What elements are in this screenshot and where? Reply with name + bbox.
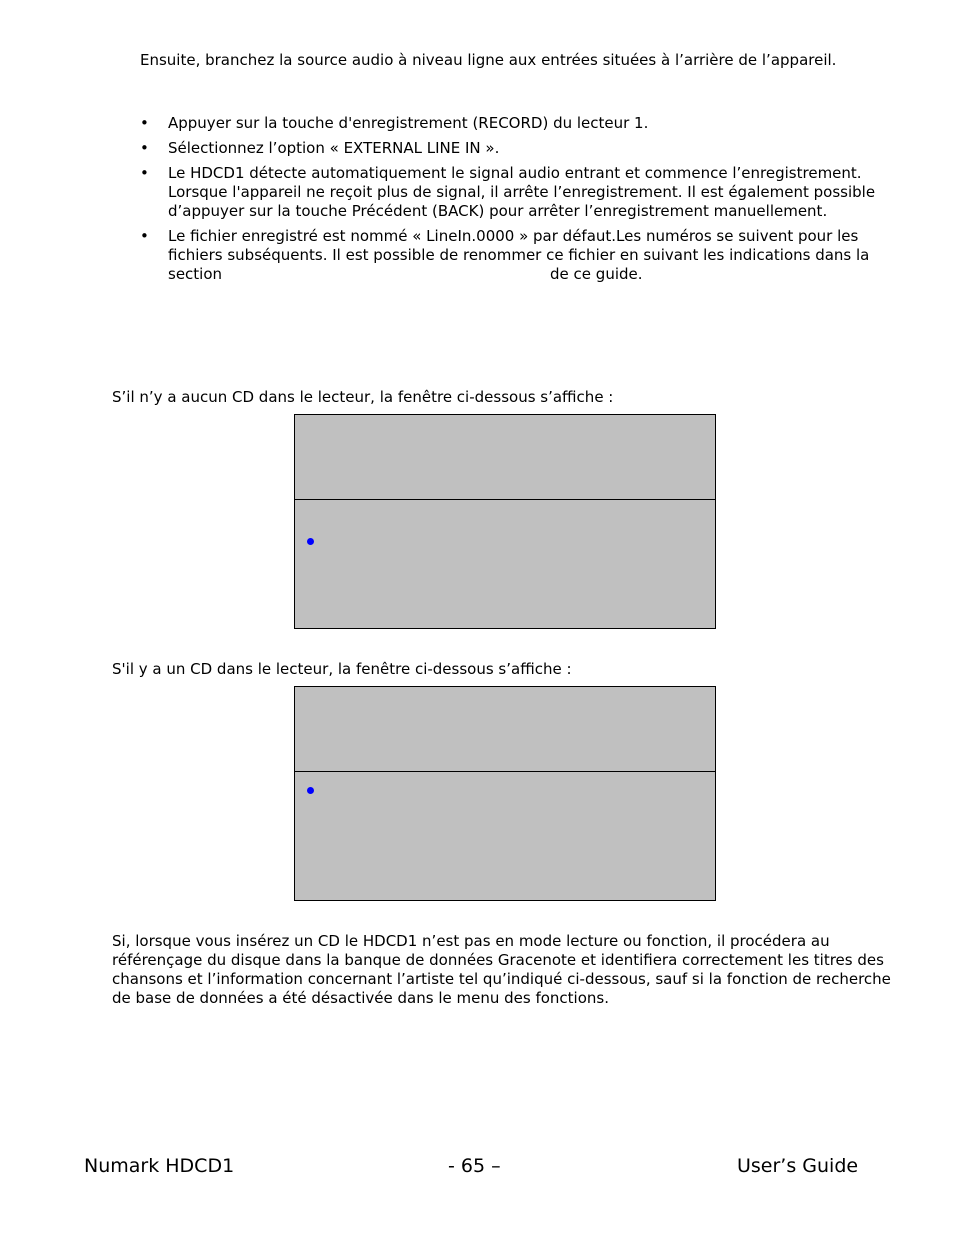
list-item: • Le fichier enregistré est nommé « LineIn.0000 » par défaut.Les numéros se suivent pour les fichiers subséquents. Il est possible de renommer ce fichier en suivant les indications dans la section de ce guide. xyxy=(140,227,870,283)
screen-header xyxy=(295,415,715,500)
selection-dot-icon xyxy=(307,787,314,794)
bullet-icon: • xyxy=(140,139,149,157)
bullet-icon: • xyxy=(140,114,149,132)
no-cd-caption: S’il n’y a aucun CD dans le lecteur, la fenêtre ci-dessous s’affiche : xyxy=(112,388,614,406)
screen-menu xyxy=(295,500,715,628)
footer-product: Numark HDCD1 xyxy=(84,1155,235,1177)
list-item: • Appuyer sur la touche d'enregistrement (RECORD) du lecteur 1. xyxy=(140,114,649,132)
screen-menu xyxy=(295,772,715,900)
no-cd-screen xyxy=(294,414,716,629)
bullet-icon: • xyxy=(140,164,149,182)
list-item: • Le HDCD1 détecte automatiquement le signal audio entrant et commence l’enregistrement. Lorsque l'appareil ne reçoit plus de signal, il arrête l’enregistrement. Il est également possible d’appuyer sur la touche Précédent (BACK) pour arrêter l’enregistrement manuellement. xyxy=(140,164,876,220)
screen-header xyxy=(295,687,715,772)
bullet-icon: • xyxy=(140,227,149,245)
with-cd-screen xyxy=(294,686,716,901)
with-cd-caption: S'il y a un CD dans le lecteur, la fenêtre ci-dessous s’affiche : xyxy=(112,660,572,678)
gracenote-paragraph: Si, lorsque vous insérez un CD le HDCD1 n’est pas en mode lecture ou fonction, il procédera au référençage du disque dans la banque de données Gracenote et identifiera correctement les titres des chansons et l’information concernant l’artiste tel qu’indiqué ci-dessous, sauf si la fonction de recherche de base de données a été désactivée dans le menu des fonctions. xyxy=(112,932,891,1007)
selection-dot-icon xyxy=(307,538,314,545)
list-item: • Sélectionnez l’option « EXTERNAL LINE IN ». xyxy=(140,139,500,157)
instruction-list xyxy=(140,114,910,290)
page-number: - 65 – xyxy=(448,1155,501,1177)
footer-guide: User’s Guide xyxy=(737,1155,859,1177)
intro-text: Ensuite, branchez la source audio à niveau ligne aux entrées situées à l’arrière de l’appareil. xyxy=(140,51,837,69)
